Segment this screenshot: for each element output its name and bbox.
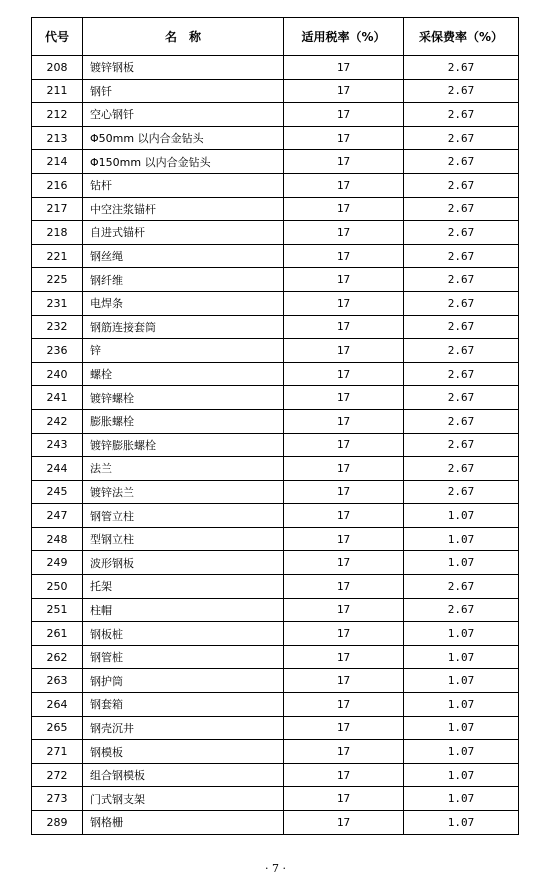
tax-rate-cell: 17 <box>284 79 404 103</box>
name-cell: 电焊条 <box>83 291 284 315</box>
tax-rate-cell: 17 <box>284 103 404 127</box>
fee-rate-cell: 1.07 <box>404 669 519 693</box>
fee-rate-cell: 2.67 <box>404 56 519 80</box>
name-cell: 镀锌钢板 <box>83 56 284 80</box>
code-cell: 272 <box>32 763 83 787</box>
name-cell: 膨胀螺栓 <box>83 409 284 433</box>
table-row <box>32 763 519 787</box>
table-row <box>32 126 519 150</box>
code-cell: 249 <box>32 551 83 575</box>
fee-rate-cell: 2.67 <box>404 268 519 292</box>
fee-rate-cell: 1.07 <box>404 693 519 717</box>
table-row <box>32 268 519 292</box>
tax-rate-cell: 17 <box>284 740 404 764</box>
fee-rate-cell: 1.07 <box>404 527 519 551</box>
name-cell: 钢钎 <box>83 79 284 103</box>
tax-rate-cell: 17 <box>284 244 404 268</box>
code-cell: 232 <box>32 315 83 339</box>
code-cell: 264 <box>32 693 83 717</box>
code-cell: 218 <box>32 221 83 245</box>
name-cell: Φ150mm 以内合金钻头 <box>83 150 284 174</box>
name-cell: 法兰 <box>83 457 284 481</box>
tax-rate-cell: 17 <box>284 221 404 245</box>
name-cell: 钢管桩 <box>83 645 284 669</box>
tax-rate-cell: 17 <box>284 763 404 787</box>
name-cell: 锌 <box>83 339 284 363</box>
name-cell: 钢筋连接套筒 <box>83 315 284 339</box>
table-row <box>32 433 519 457</box>
code-cell: 208 <box>32 56 83 80</box>
table-row <box>32 386 519 410</box>
table-row <box>32 740 519 764</box>
table-row <box>32 645 519 669</box>
table-row <box>32 811 519 835</box>
tax-rate-cell: 17 <box>284 433 404 457</box>
fee-rate-cell: 2.67 <box>404 362 519 386</box>
fee-rate-cell: 1.07 <box>404 763 519 787</box>
code-cell: 217 <box>32 197 83 221</box>
tax-rate-cell: 17 <box>284 315 404 339</box>
tax-rate-cell: 17 <box>284 645 404 669</box>
tax-rate-cell: 17 <box>284 268 404 292</box>
table-row <box>32 480 519 504</box>
code-cell: 244 <box>32 457 83 481</box>
fee-rate-cell: 2.67 <box>404 598 519 622</box>
tax-rate-cell: 17 <box>284 551 404 575</box>
materials-table <box>31 17 519 835</box>
tax-rate-cell: 17 <box>284 362 404 386</box>
table-row <box>32 716 519 740</box>
code-cell: 216 <box>32 173 83 197</box>
table-row <box>32 362 519 386</box>
code-cell: 242 <box>32 409 83 433</box>
name-cell: 钢纤维 <box>83 268 284 292</box>
code-cell: 247 <box>32 504 83 528</box>
header-row <box>32 18 519 56</box>
name-cell: 空心钢钎 <box>83 103 284 127</box>
name-cell: 钻杆 <box>83 173 284 197</box>
tax-rate-cell: 17 <box>284 669 404 693</box>
name-cell: 中空注浆锚杆 <box>83 197 284 221</box>
name-cell: 自进式锚杆 <box>83 221 284 245</box>
code-cell: 251 <box>32 598 83 622</box>
code-cell: 211 <box>32 79 83 103</box>
code-cell: 273 <box>32 787 83 811</box>
table-row <box>32 575 519 599</box>
fee-rate-cell: 2.67 <box>404 197 519 221</box>
fee-rate-cell: 2.67 <box>404 291 519 315</box>
tax-rate-cell: 17 <box>284 693 404 717</box>
fee-rate-cell: 1.07 <box>404 787 519 811</box>
table-row <box>32 291 519 315</box>
name-cell: 门式钢支架 <box>83 787 284 811</box>
fee-rate-cell: 1.07 <box>404 716 519 740</box>
fee-rate-cell: 1.07 <box>404 551 519 575</box>
tax-rate-cell: 17 <box>284 197 404 221</box>
name-cell: 波形钢板 <box>83 551 284 575</box>
name-cell: 钢管立柱 <box>83 504 284 528</box>
name-cell: 型钢立柱 <box>83 527 284 551</box>
fee-rate-cell: 2.67 <box>404 173 519 197</box>
code-cell: 262 <box>32 645 83 669</box>
fee-rate-cell: 2.67 <box>404 150 519 174</box>
name-cell: 柱帽 <box>83 598 284 622</box>
fee-rate-cell: 1.07 <box>404 645 519 669</box>
fee-rate-cell: 2.67 <box>404 480 519 504</box>
fee-rate-cell: 2.67 <box>404 409 519 433</box>
table-row <box>32 551 519 575</box>
name-cell: Φ50mm 以内合金钻头 <box>83 126 284 150</box>
code-cell: 214 <box>32 150 83 174</box>
code-cell: 243 <box>32 433 83 457</box>
name-cell: 钢格栅 <box>83 811 284 835</box>
code-cell: 225 <box>32 268 83 292</box>
header-name: 名 称 <box>83 18 284 56</box>
fee-rate-cell: 2.67 <box>404 575 519 599</box>
code-cell: 236 <box>32 339 83 363</box>
fee-rate-cell: 2.67 <box>404 457 519 481</box>
table-row <box>32 79 519 103</box>
table-row <box>32 197 519 221</box>
table-row <box>32 787 519 811</box>
name-cell: 螺栓 <box>83 362 284 386</box>
tax-rate-cell: 17 <box>284 339 404 363</box>
fee-rate-cell: 2.67 <box>404 221 519 245</box>
tax-rate-cell: 17 <box>284 386 404 410</box>
code-cell: 213 <box>32 126 83 150</box>
table-row <box>32 693 519 717</box>
table-row <box>32 339 519 363</box>
tax-rate-cell: 17 <box>284 504 404 528</box>
code-cell: 271 <box>32 740 83 764</box>
table-row <box>32 173 519 197</box>
code-cell: 250 <box>32 575 83 599</box>
code-cell: 289 <box>32 811 83 835</box>
name-cell: 托架 <box>83 575 284 599</box>
table-row <box>32 527 519 551</box>
code-cell: 265 <box>32 716 83 740</box>
tax-rate-cell: 17 <box>284 527 404 551</box>
table-row <box>32 150 519 174</box>
name-cell: 钢丝绳 <box>83 244 284 268</box>
tax-rate-cell: 17 <box>284 598 404 622</box>
table-row <box>32 622 519 646</box>
fee-rate-cell: 1.07 <box>404 622 519 646</box>
name-cell: 钢板桩 <box>83 622 284 646</box>
table-header <box>32 18 519 56</box>
table-row <box>32 598 519 622</box>
fee-rate-cell: 2.67 <box>404 386 519 410</box>
table-row <box>32 103 519 127</box>
code-cell: 263 <box>32 669 83 693</box>
code-cell: 240 <box>32 362 83 386</box>
table-row <box>32 221 519 245</box>
table-row <box>32 504 519 528</box>
fee-rate-cell: 2.67 <box>404 315 519 339</box>
tax-rate-cell: 17 <box>284 716 404 740</box>
fee-rate-cell: 2.67 <box>404 79 519 103</box>
tax-rate-cell: 17 <box>284 150 404 174</box>
code-cell: 261 <box>32 622 83 646</box>
fee-rate-cell: 2.67 <box>404 103 519 127</box>
tax-rate-cell: 17 <box>284 291 404 315</box>
tax-rate-cell: 17 <box>284 622 404 646</box>
table-row <box>32 244 519 268</box>
header-code: 代号 <box>32 18 83 56</box>
code-cell: 245 <box>32 480 83 504</box>
tax-rate-cell: 17 <box>284 575 404 599</box>
code-cell: 248 <box>32 527 83 551</box>
name-cell: 钢模板 <box>83 740 284 764</box>
name-cell: 镀锌螺栓 <box>83 386 284 410</box>
name-cell: 组合钢模板 <box>83 763 284 787</box>
fee-rate-cell: 2.67 <box>404 244 519 268</box>
header-tax-rate: 适用税率（%） <box>284 18 404 56</box>
fee-rate-cell: 2.67 <box>404 126 519 150</box>
tax-rate-cell: 17 <box>284 173 404 197</box>
code-cell: 231 <box>32 291 83 315</box>
tax-rate-cell: 17 <box>284 457 404 481</box>
tax-rate-cell: 17 <box>284 56 404 80</box>
code-cell: 221 <box>32 244 83 268</box>
tax-rate-cell: 17 <box>284 126 404 150</box>
table-row <box>32 457 519 481</box>
tax-rate-cell: 17 <box>284 811 404 835</box>
tax-rate-cell: 17 <box>284 787 404 811</box>
name-cell: 钢护筒 <box>83 669 284 693</box>
name-cell: 镀锌法兰 <box>83 480 284 504</box>
fee-rate-cell: 1.07 <box>404 811 519 835</box>
name-cell: 钢套箱 <box>83 693 284 717</box>
header-fee-rate: 采保费率（%） <box>404 18 519 56</box>
fee-rate-cell: 1.07 <box>404 740 519 764</box>
tax-rate-cell: 17 <box>284 480 404 504</box>
name-cell: 镀锌膨胀螺栓 <box>83 433 284 457</box>
table-row <box>32 409 519 433</box>
table-row <box>32 56 519 80</box>
page-number: · 7 · <box>265 862 286 875</box>
table-row <box>32 315 519 339</box>
fee-rate-cell: 2.67 <box>404 339 519 363</box>
table-body <box>32 56 519 835</box>
fee-rate-cell: 1.07 <box>404 504 519 528</box>
code-cell: 241 <box>32 386 83 410</box>
tax-rate-cell: 17 <box>284 409 404 433</box>
code-cell: 212 <box>32 103 83 127</box>
fee-rate-cell: 2.67 <box>404 433 519 457</box>
name-cell: 钢壳沉井 <box>83 716 284 740</box>
table-row <box>32 669 519 693</box>
